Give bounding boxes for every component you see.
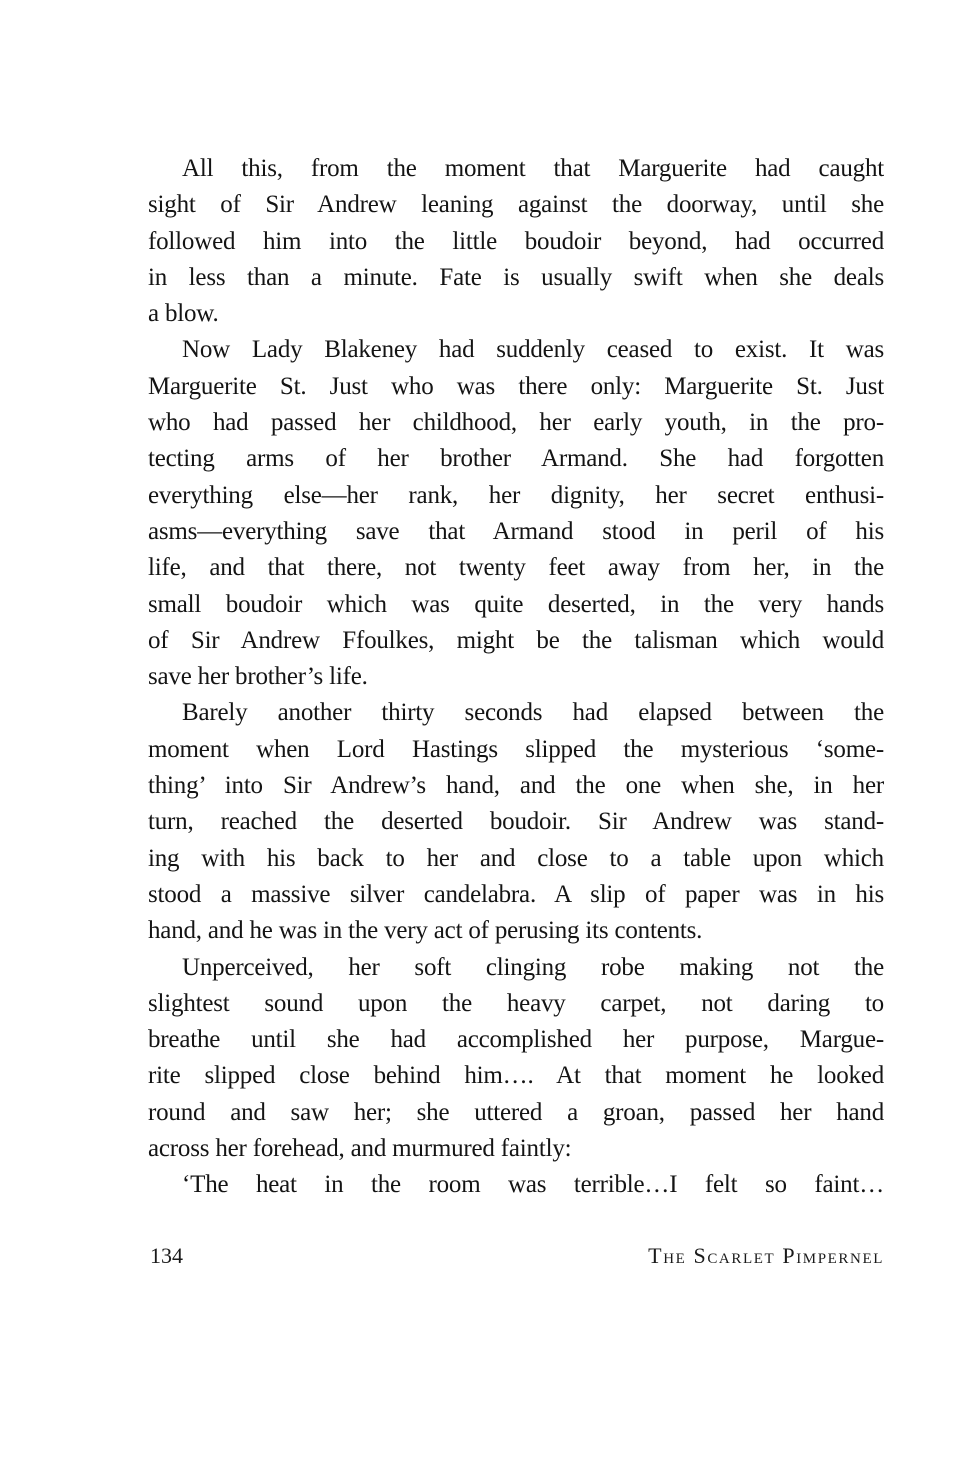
paragraph — [148, 950, 884, 1168]
paragraph — [148, 332, 884, 695]
text-line: life, and that there, not twenty feet away from her, in the — [148, 554, 884, 582]
paragraph — [148, 695, 884, 949]
text-line: asms—everything save that Armand stood in peril of his — [148, 517, 884, 545]
text-line: round and saw her; she uttered a groan, passed her hand — [148, 1098, 884, 1126]
body-text — [148, 151, 884, 1204]
text-line: moment when Lord Hastings slipped the mysterious ‘some- — [148, 735, 884, 763]
paragraph — [148, 151, 884, 332]
text-line: ‘The heat in the room was terrible…I felt so faint… — [182, 1171, 884, 1199]
text-line: Marguerite St. Just who was there only: Marguerite St. Just — [148, 372, 884, 400]
text-line: rite slipped close behind him…. At that moment he looked — [148, 1062, 884, 1090]
running-title: The Scarlet Pimpernel — [648, 1243, 884, 1268]
text-line: Barely another thirty seconds had elapsed between the — [182, 699, 884, 727]
paragraph — [148, 1167, 884, 1203]
text-line: save her brother’s life. — [148, 663, 368, 691]
text-line: everything else—her rank, her dignity, her secret enthusi- — [148, 481, 884, 509]
text-line: stood a massive silver candelabra. A slip of paper was in his — [148, 880, 884, 908]
text-line: slightest sound upon the heavy carpet, not daring to — [148, 989, 884, 1017]
text-line: sight of Sir Andrew leaning against the doorway, until she — [148, 191, 884, 219]
text-line: hand, and he was in the very act of perusing its contents. — [148, 917, 703, 945]
text-line: Now Lady Blakeney had suddenly ceased to exist. It was — [182, 336, 884, 364]
text-line: of Sir Andrew Ffoulkes, might be the talisman which would — [148, 626, 884, 654]
text-line: turn, reached the deserted boudoir. Sir Andrew was stand- — [148, 808, 884, 836]
text-line: in less than a minute. Fate is usually swift when she deals — [148, 263, 884, 291]
text-line: ing with his back to her and close to a table upon which — [148, 844, 884, 872]
text-line: tecting arms of her brother Armand. She had forgotten — [148, 445, 884, 473]
text-line: thing’ into Sir Andrew’s hand, and the one when she, in her — [148, 772, 884, 800]
text-line: followed him into the little boudoir beyond, had occurred — [148, 227, 884, 255]
text-line: breathe until she had accomplished her purpose, Margue- — [148, 1026, 884, 1054]
text-line: small boudoir which was quite deserted, in the very hands — [148, 590, 884, 618]
page-number: 134 — [150, 1243, 183, 1268]
page-footer — [150, 1243, 884, 1269]
text-line: Unperceived, her soft clinging robe making not the — [182, 953, 884, 981]
text-line: All this, from the moment that Marguerite had caught — [182, 155, 884, 182]
text-line: a blow. — [148, 300, 219, 328]
text-line: who had passed her childhood, her early youth, in the pro- — [148, 409, 884, 437]
text-line: across her forehead, and murmured faintly: — [148, 1135, 572, 1163]
